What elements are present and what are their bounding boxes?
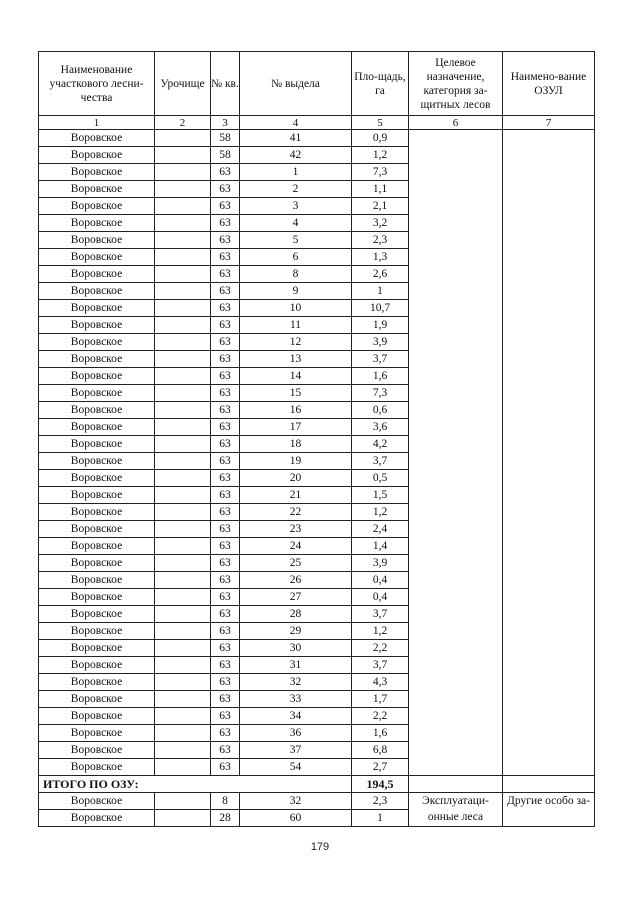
cell-area: 1,2 bbox=[352, 623, 409, 640]
cell-forestry-name: Воровское bbox=[39, 198, 155, 215]
cell-tract bbox=[155, 521, 211, 538]
cell-tract bbox=[155, 555, 211, 572]
cell-plot-no: 42 bbox=[240, 147, 352, 164]
cell-quarter-no: 8 bbox=[211, 793, 240, 810]
forest-allocation-table bbox=[38, 51, 595, 827]
cell-forestry-name: Воровское bbox=[39, 368, 155, 385]
cell-tract bbox=[155, 300, 211, 317]
cell-forestry-name: Воровское bbox=[39, 181, 155, 198]
cell-tract bbox=[155, 198, 211, 215]
cell-forestry-name: Воровское bbox=[39, 283, 155, 300]
cell-forestry-name: Воровское bbox=[39, 708, 155, 725]
cell-plot-no: 23 bbox=[240, 521, 352, 538]
cell-plot-no: 3 bbox=[240, 198, 352, 215]
cell-area: 7,3 bbox=[352, 385, 409, 402]
cell-area: 1,2 bbox=[352, 147, 409, 164]
cell-forestry-name: Воровское bbox=[39, 606, 155, 623]
cell-forestry-name: Воровское bbox=[39, 351, 155, 368]
cell-tract bbox=[155, 725, 211, 742]
cell-quarter-no: 63 bbox=[211, 555, 240, 572]
cell-tract bbox=[155, 504, 211, 521]
cell-quarter-no: 63 bbox=[211, 402, 240, 419]
cell-tract bbox=[155, 759, 211, 776]
cell-plot-no: 4 bbox=[240, 215, 352, 232]
cell-quarter-no: 63 bbox=[211, 453, 240, 470]
cell-quarter-no: 63 bbox=[211, 164, 240, 181]
cell-area: 3,9 bbox=[352, 555, 409, 572]
cell-tract bbox=[155, 334, 211, 351]
cell-quarter-no: 63 bbox=[211, 470, 240, 487]
cell-forestry-name: Воровское bbox=[39, 317, 155, 334]
cell-forestry-name: Воровское bbox=[39, 249, 155, 266]
cell-quarter-no: 63 bbox=[211, 300, 240, 317]
cell-tract bbox=[155, 623, 211, 640]
table-row bbox=[39, 130, 595, 147]
cell-tract bbox=[155, 181, 211, 198]
cell-tract bbox=[155, 674, 211, 691]
cell-quarter-no: 63 bbox=[211, 708, 240, 725]
cell-forestry-name: Воровское bbox=[39, 215, 155, 232]
cell-quarter-no: 63 bbox=[211, 504, 240, 521]
cell-area: 1 bbox=[352, 283, 409, 300]
cell-area: 1,5 bbox=[352, 487, 409, 504]
cell-forestry-name: Воровское bbox=[39, 589, 155, 606]
cell-area: 0,4 bbox=[352, 589, 409, 606]
cell-plot-no: 14 bbox=[240, 368, 352, 385]
cell-tract bbox=[155, 487, 211, 504]
cell-plot-no: 27 bbox=[240, 589, 352, 606]
cell-forestry-name: Воровское bbox=[39, 130, 155, 147]
cell-plot-no: 2 bbox=[240, 181, 352, 198]
cell-plot-no: 31 bbox=[240, 657, 352, 674]
cell-quarter-no: 58 bbox=[211, 147, 240, 164]
cell-plot-no: 22 bbox=[240, 504, 352, 521]
header-quarter-no: № кв. bbox=[211, 52, 240, 116]
cell-forestry-name: Воровское bbox=[39, 266, 155, 283]
cell-plot-no: 5 bbox=[240, 232, 352, 249]
cell-quarter-no: 63 bbox=[211, 691, 240, 708]
cell-area: 2,3 bbox=[352, 793, 409, 810]
cell-tract bbox=[155, 249, 211, 266]
cell-area: 1,2 bbox=[352, 504, 409, 521]
table-header-row bbox=[39, 52, 595, 116]
cell-plot-no: 32 bbox=[240, 674, 352, 691]
cell-area: 1,7 bbox=[352, 691, 409, 708]
column-number: 2 bbox=[155, 116, 211, 130]
cell-plot-no: 9 bbox=[240, 283, 352, 300]
table-body bbox=[39, 130, 595, 827]
cell-tract bbox=[155, 538, 211, 555]
cell-tract bbox=[155, 266, 211, 283]
table-row bbox=[39, 793, 595, 810]
cell-quarter-no: 63 bbox=[211, 232, 240, 249]
cell-quarter-no: 63 bbox=[211, 674, 240, 691]
cell-area: 3,7 bbox=[352, 657, 409, 674]
cell-tract bbox=[155, 215, 211, 232]
cell-plot-no: 20 bbox=[240, 470, 352, 487]
cell-area: 1,1 bbox=[352, 181, 409, 198]
cell-area: 2,4 bbox=[352, 521, 409, 538]
cell-tract bbox=[155, 708, 211, 725]
cell-quarter-no: 58 bbox=[211, 130, 240, 147]
cell-plot-no: 36 bbox=[240, 725, 352, 742]
cell-tract bbox=[155, 419, 211, 436]
cell-forestry-name: Воровское bbox=[39, 504, 155, 521]
cell-tract bbox=[155, 317, 211, 334]
cell-quarter-no: 63 bbox=[211, 198, 240, 215]
column-number: 7 bbox=[503, 116, 595, 130]
cell-forestry-name: Воровское bbox=[39, 232, 155, 249]
cell-plot-no: 21 bbox=[240, 487, 352, 504]
cell-tract bbox=[155, 147, 211, 164]
cell-forestry-name: Воровское bbox=[39, 470, 155, 487]
cell-tract bbox=[155, 742, 211, 759]
cell-tract bbox=[155, 691, 211, 708]
cell-tract bbox=[155, 402, 211, 419]
cell-forestry-name: Воровское bbox=[39, 572, 155, 589]
cell-plot-no: 28 bbox=[240, 606, 352, 623]
cell-tract bbox=[155, 572, 211, 589]
cell-plot-no: 8 bbox=[240, 266, 352, 283]
cell-area: 6,8 bbox=[352, 742, 409, 759]
cell-forestry-name: Воровское bbox=[39, 810, 155, 827]
cell-area: 3,9 bbox=[352, 334, 409, 351]
cell-tract bbox=[155, 589, 211, 606]
cell-area: 7,3 bbox=[352, 164, 409, 181]
cell-quarter-no: 63 bbox=[211, 742, 240, 759]
header-plot-no: № выдела bbox=[240, 52, 352, 116]
cell-ozul-empty bbox=[503, 130, 595, 776]
page-number: 179 bbox=[310, 841, 330, 853]
cell-forestry-name: Воровское bbox=[39, 538, 155, 555]
cell-plot-no: 33 bbox=[240, 691, 352, 708]
cell-forestry-name: Воровское bbox=[39, 419, 155, 436]
cell-forestry-name: Воровское bbox=[39, 453, 155, 470]
cell-plot-no: 30 bbox=[240, 640, 352, 657]
cell-plot-no: 37 bbox=[240, 742, 352, 759]
cell-area: 2,7 bbox=[352, 759, 409, 776]
cell-area: 3,7 bbox=[352, 453, 409, 470]
cell-forestry-name: Воровское bbox=[39, 793, 155, 810]
cell-area: 1,6 bbox=[352, 368, 409, 385]
cell-quarter-no: 63 bbox=[211, 657, 240, 674]
cell-area: 2,1 bbox=[352, 198, 409, 215]
cell-tract bbox=[155, 130, 211, 147]
cell-quarter-no: 63 bbox=[211, 572, 240, 589]
cell-plot-no: 19 bbox=[240, 453, 352, 470]
cell-plot-no: 34 bbox=[240, 708, 352, 725]
cell-quarter-no: 63 bbox=[211, 623, 240, 640]
cell-area: 10,7 bbox=[352, 300, 409, 317]
cell-plot-no: 60 bbox=[240, 810, 352, 827]
cell-tract bbox=[155, 606, 211, 623]
cell-tract bbox=[155, 385, 211, 402]
cell-plot-no: 15 bbox=[240, 385, 352, 402]
cell-quarter-no: 63 bbox=[211, 759, 240, 776]
cell-area: 0,6 bbox=[352, 402, 409, 419]
header-forestry-name: Наименование участкового лесни-чества bbox=[39, 52, 155, 116]
cell-plot-no: 32 bbox=[240, 793, 352, 810]
cell-forestry-name: Воровское bbox=[39, 623, 155, 640]
cell-quarter-no: 63 bbox=[211, 181, 240, 198]
cell-purpose-empty bbox=[409, 130, 503, 776]
cell-plot-no: 41 bbox=[240, 130, 352, 147]
cell-area: 2,2 bbox=[352, 640, 409, 657]
cell-purpose: Эксплуатаци-онные леса bbox=[409, 793, 503, 827]
cell-area: 1,9 bbox=[352, 317, 409, 334]
cell-ozul-name: Другие особо за- bbox=[503, 793, 595, 827]
cell-tract bbox=[155, 232, 211, 249]
cell-plot-no: 26 bbox=[240, 572, 352, 589]
cell-forestry-name: Воровское bbox=[39, 521, 155, 538]
cell-forestry-name: Воровское bbox=[39, 657, 155, 674]
cell-tract bbox=[155, 810, 211, 827]
cell-area: 2,3 bbox=[352, 232, 409, 249]
cell-quarter-no: 63 bbox=[211, 317, 240, 334]
cell-plot-no: 13 bbox=[240, 351, 352, 368]
total-area: 194,5 bbox=[352, 776, 409, 793]
cell-forestry-name: Воровское bbox=[39, 640, 155, 657]
total-label: ИТОГО ПО ОЗУ: bbox=[39, 776, 352, 793]
cell-quarter-no: 63 bbox=[211, 538, 240, 555]
cell-quarter-no: 63 bbox=[211, 215, 240, 232]
cell-quarter-no: 63 bbox=[211, 266, 240, 283]
header-area: Пло-щадь, га bbox=[352, 52, 409, 116]
cell-area: 0,4 bbox=[352, 572, 409, 589]
cell-forestry-name: Воровское bbox=[39, 334, 155, 351]
cell-tract bbox=[155, 368, 211, 385]
cell-quarter-no: 63 bbox=[211, 419, 240, 436]
total-purpose-empty bbox=[409, 776, 503, 793]
cell-quarter-no: 63 bbox=[211, 368, 240, 385]
cell-area: 3,7 bbox=[352, 351, 409, 368]
cell-forestry-name: Воровское bbox=[39, 759, 155, 776]
cell-plot-no: 24 bbox=[240, 538, 352, 555]
total-row bbox=[39, 776, 595, 793]
cell-area: 4,3 bbox=[352, 674, 409, 691]
cell-area: 2,2 bbox=[352, 708, 409, 725]
cell-forestry-name: Воровское bbox=[39, 691, 155, 708]
column-number-row bbox=[39, 116, 595, 130]
cell-plot-no: 17 bbox=[240, 419, 352, 436]
cell-forestry-name: Воровское bbox=[39, 300, 155, 317]
total-ozul-empty bbox=[503, 776, 595, 793]
column-number: 5 bbox=[352, 116, 409, 130]
cell-tract bbox=[155, 453, 211, 470]
cell-quarter-no: 28 bbox=[211, 810, 240, 827]
cell-area: 1,6 bbox=[352, 725, 409, 742]
cell-tract bbox=[155, 436, 211, 453]
cell-plot-no: 25 bbox=[240, 555, 352, 572]
cell-plot-no: 11 bbox=[240, 317, 352, 334]
cell-area: 1,4 bbox=[352, 538, 409, 555]
cell-quarter-no: 63 bbox=[211, 385, 240, 402]
cell-tract bbox=[155, 351, 211, 368]
cell-area: 0,9 bbox=[352, 130, 409, 147]
cell-plot-no: 10 bbox=[240, 300, 352, 317]
cell-quarter-no: 63 bbox=[211, 249, 240, 266]
cell-plot-no: 54 bbox=[240, 759, 352, 776]
cell-forestry-name: Воровское bbox=[39, 147, 155, 164]
cell-quarter-no: 63 bbox=[211, 334, 240, 351]
cell-plot-no: 18 bbox=[240, 436, 352, 453]
header-ozul-name: Наимено-вание ОЗУЛ bbox=[503, 52, 595, 116]
cell-forestry-name: Воровское bbox=[39, 742, 155, 759]
cell-forestry-name: Воровское bbox=[39, 555, 155, 572]
cell-forestry-name: Воровское bbox=[39, 725, 155, 742]
cell-tract bbox=[155, 283, 211, 300]
cell-tract bbox=[155, 164, 211, 181]
cell-tract bbox=[155, 793, 211, 810]
cell-quarter-no: 63 bbox=[211, 606, 240, 623]
cell-forestry-name: Воровское bbox=[39, 164, 155, 181]
cell-forestry-name: Воровское bbox=[39, 385, 155, 402]
cell-quarter-no: 63 bbox=[211, 725, 240, 742]
column-number: 3 bbox=[211, 116, 240, 130]
cell-quarter-no: 63 bbox=[211, 436, 240, 453]
cell-area: 3,7 bbox=[352, 606, 409, 623]
cell-quarter-no: 63 bbox=[211, 283, 240, 300]
cell-quarter-no: 63 bbox=[211, 589, 240, 606]
header-tract: Урочище bbox=[155, 52, 211, 116]
cell-tract bbox=[155, 640, 211, 657]
cell-tract bbox=[155, 657, 211, 674]
cell-forestry-name: Воровское bbox=[39, 487, 155, 504]
cell-area: 3,2 bbox=[352, 215, 409, 232]
cell-area: 1,3 bbox=[352, 249, 409, 266]
cell-area: 1 bbox=[352, 810, 409, 827]
cell-quarter-no: 63 bbox=[211, 487, 240, 504]
cell-area: 4,2 bbox=[352, 436, 409, 453]
cell-forestry-name: Воровское bbox=[39, 436, 155, 453]
cell-forestry-name: Воровское bbox=[39, 402, 155, 419]
cell-area: 0,5 bbox=[352, 470, 409, 487]
cell-area: 2,6 bbox=[352, 266, 409, 283]
cell-plot-no: 6 bbox=[240, 249, 352, 266]
column-number: 1 bbox=[39, 116, 155, 130]
cell-quarter-no: 63 bbox=[211, 351, 240, 368]
cell-area: 3,6 bbox=[352, 419, 409, 436]
cell-plot-no: 1 bbox=[240, 164, 352, 181]
cell-quarter-no: 63 bbox=[211, 640, 240, 657]
cell-plot-no: 29 bbox=[240, 623, 352, 640]
cell-forestry-name: Воровское bbox=[39, 674, 155, 691]
column-number: 4 bbox=[240, 116, 352, 130]
cell-plot-no: 12 bbox=[240, 334, 352, 351]
column-number: 6 bbox=[409, 116, 503, 130]
header-purpose: Целевое назначение, категория за-щитных лесов bbox=[409, 52, 503, 116]
cell-quarter-no: 63 bbox=[211, 521, 240, 538]
cell-tract bbox=[155, 470, 211, 487]
cell-plot-no: 16 bbox=[240, 402, 352, 419]
